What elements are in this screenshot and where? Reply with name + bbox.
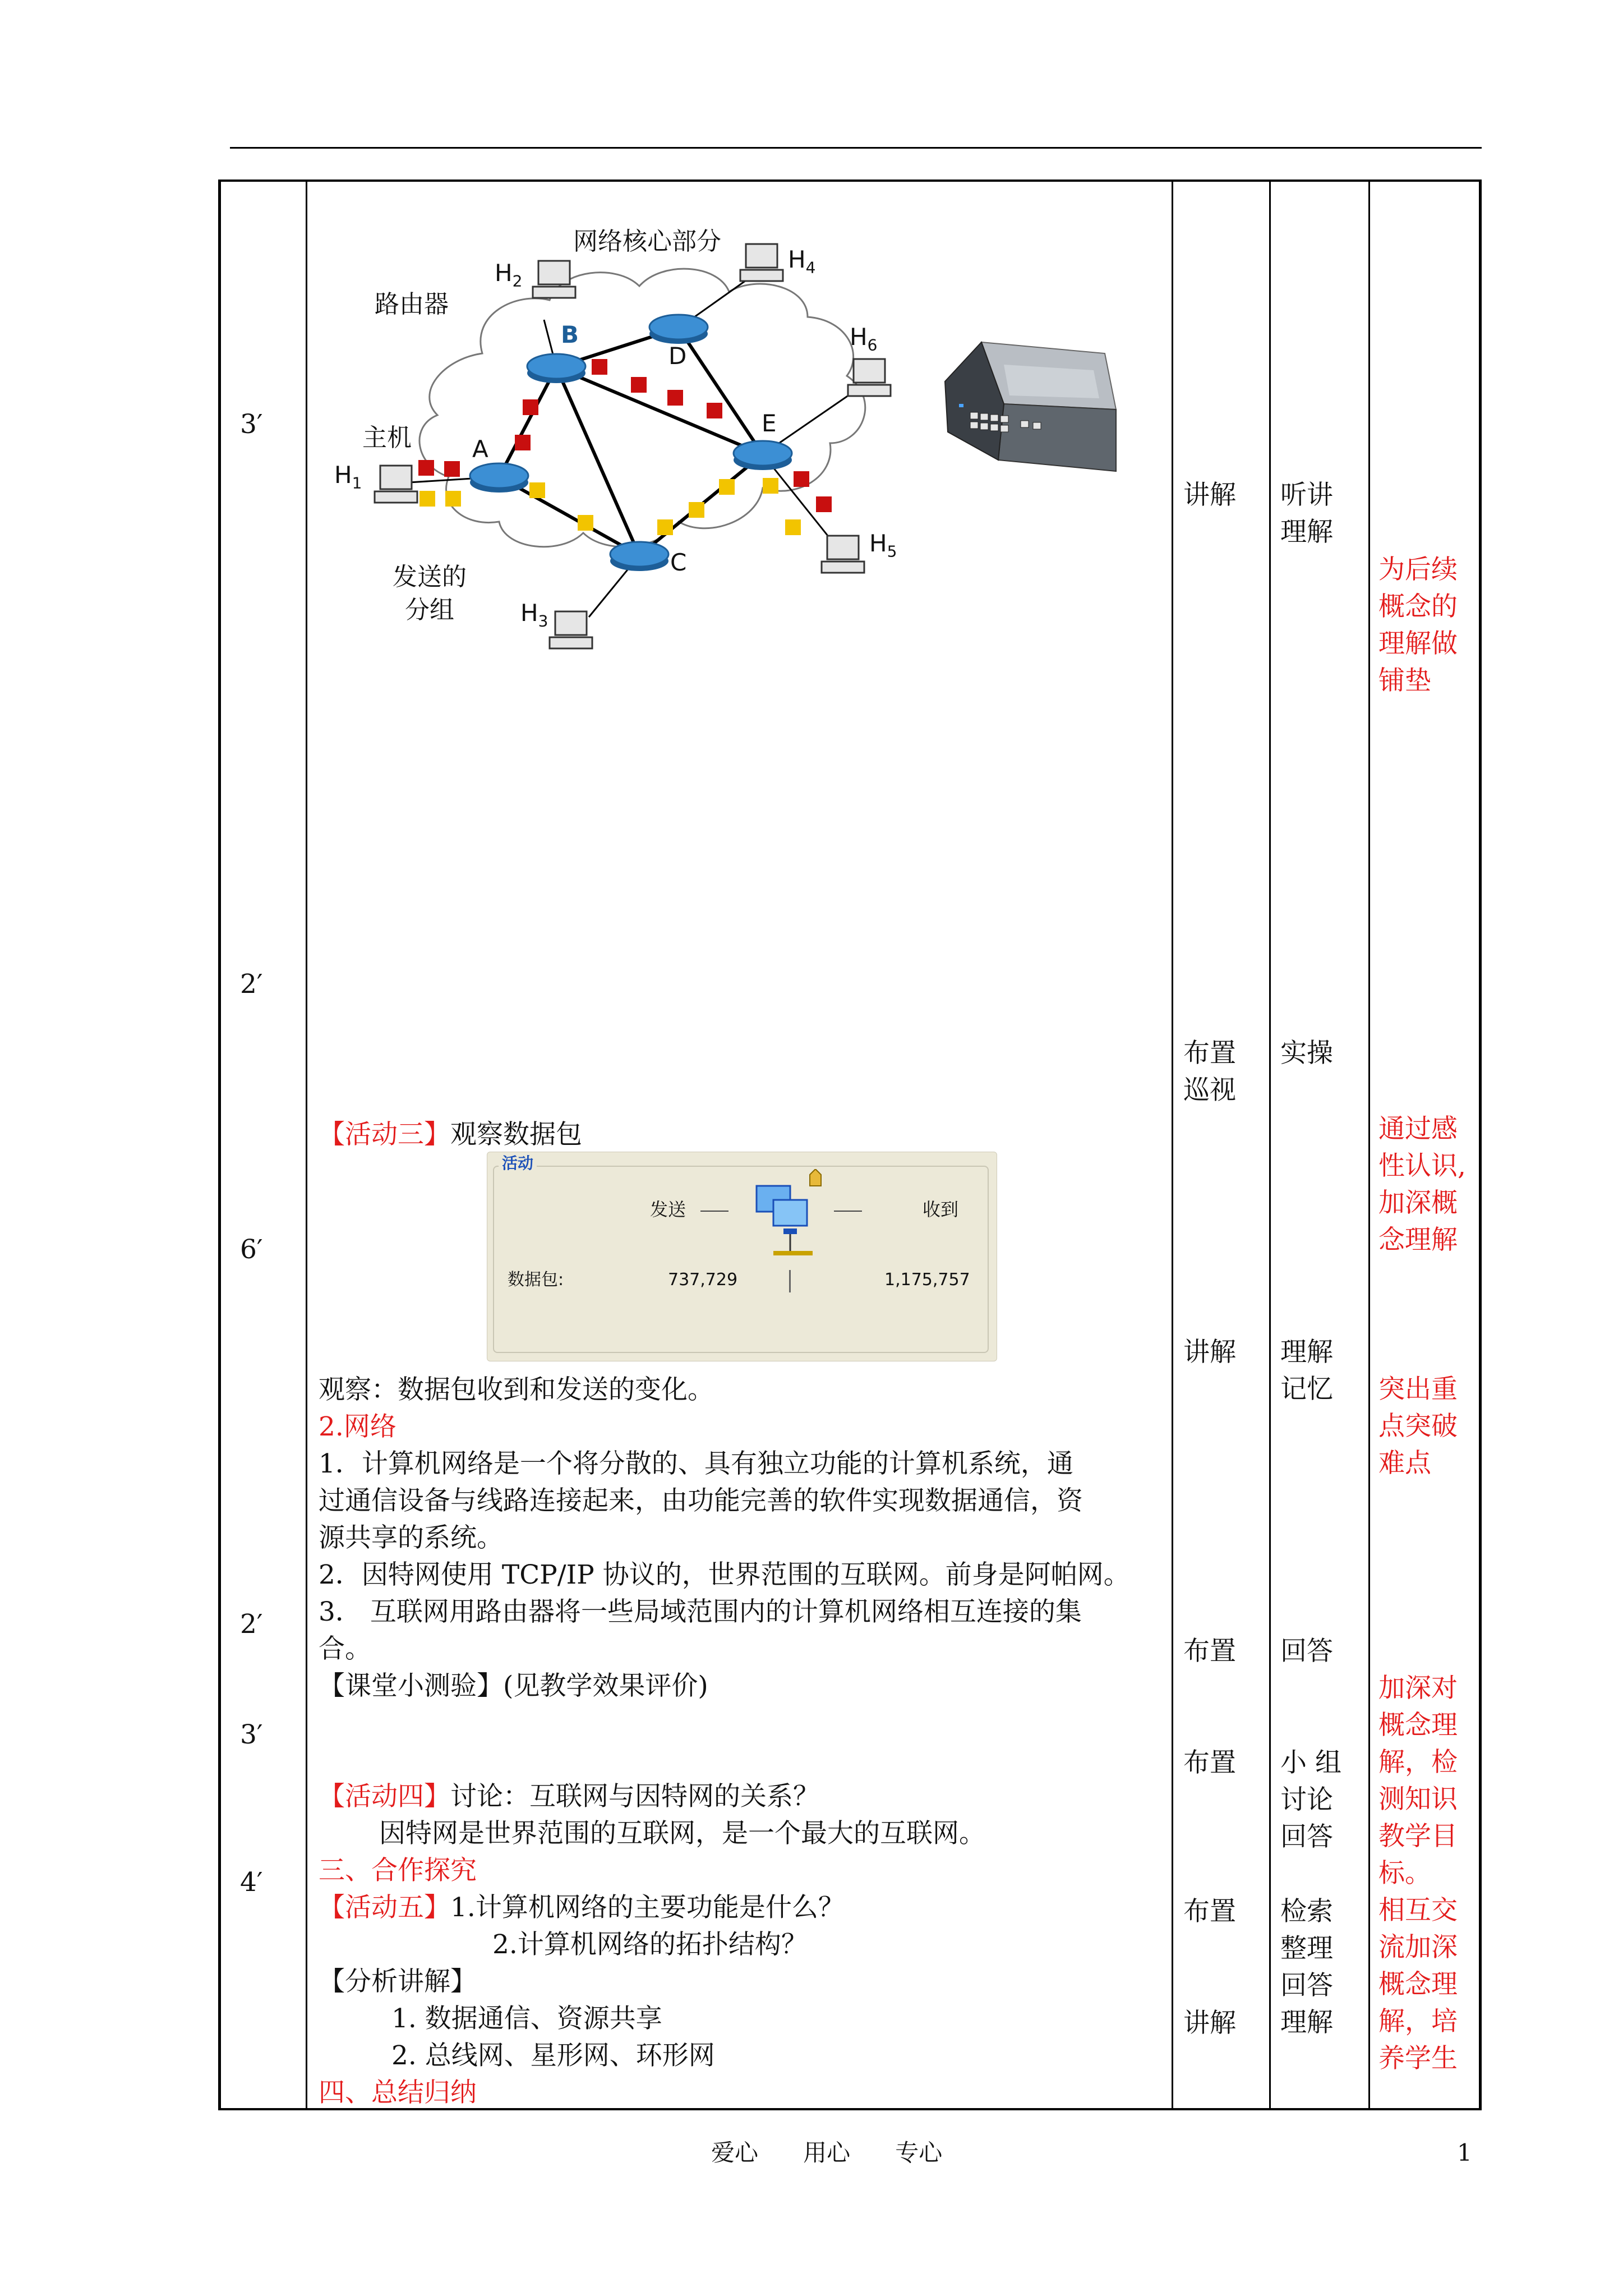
student-activity: 检索 bbox=[1280, 1896, 1333, 1927]
design-intent: 测知识 bbox=[1378, 1784, 1458, 1815]
section4-heading: 四、总结归纳 bbox=[319, 2077, 477, 2108]
design-intent: 通过感 bbox=[1378, 1114, 1458, 1144]
student-activity: 理解 bbox=[1280, 517, 1333, 547]
design-intent: 概念理 bbox=[1378, 1969, 1458, 2000]
time-mark: 2′ bbox=[240, 1609, 263, 1640]
teacher-activity: 讲解 bbox=[1183, 480, 1236, 510]
received-label: 收到 bbox=[923, 1199, 959, 1220]
analysis-heading: 【分析讲解】 bbox=[319, 1966, 477, 1997]
design-intent: 难点 bbox=[1378, 1448, 1431, 1479]
table-top-border bbox=[218, 180, 1482, 182]
router-label-a: A bbox=[472, 435, 488, 463]
packets-label: 数据包: bbox=[508, 1270, 564, 1290]
teacher-activity: 讲解 bbox=[1183, 2008, 1236, 2039]
para1-line2: 过通信设备与线路连接起来，由功能完善的软件实现数据通信，资 bbox=[319, 1485, 1083, 1516]
para3-line1: 3． 互联网用路由器将一些局域范围内的计算机网络相互连接的集 bbox=[319, 1596, 1082, 1627]
observe-text: 观察：数据包收到和发送的变化。 bbox=[319, 1374, 714, 1405]
design-intent: 为后续 bbox=[1378, 554, 1458, 585]
activity-panel bbox=[487, 1152, 997, 1361]
teacher-activity: 布置 bbox=[1183, 1896, 1236, 1927]
host-label: 主机 bbox=[362, 424, 412, 452]
teacher-activity: 讲解 bbox=[1183, 1337, 1236, 1368]
para1-line3: 源共享的系统。 bbox=[319, 1522, 503, 1553]
activity-group-label: 活动 bbox=[499, 1152, 537, 1175]
router-label-c: C bbox=[670, 549, 687, 576]
table-right-border bbox=[1479, 180, 1482, 2110]
activity3-tag: 【活动三】 bbox=[319, 1119, 450, 1150]
teacher-activity: 巡视 bbox=[1183, 1075, 1236, 1106]
packet-label-line2: 分组 bbox=[405, 596, 454, 624]
footer-text: 爱心 用心 专心 bbox=[711, 2139, 943, 2166]
sent-value: 737,729 bbox=[668, 1270, 738, 1290]
student-activity: 整理 bbox=[1280, 1933, 1333, 1964]
design-intent: 性认识, bbox=[1378, 1151, 1466, 1181]
design-intent: 突出重 bbox=[1378, 1374, 1458, 1405]
time-mark: 2′ bbox=[240, 969, 263, 1000]
activity5-q2: 2.计算机网络的拓扑结构？ bbox=[492, 1929, 808, 1960]
analysis-item-1: 1. 数据通信、资源共享 bbox=[391, 2003, 662, 2034]
table-left-border bbox=[218, 180, 221, 2110]
section3-heading: 三、合作探究 bbox=[319, 1855, 477, 1886]
student-activity: 实操 bbox=[1280, 1038, 1333, 1069]
activity5-line bbox=[319, 1889, 845, 1926]
para2: 2．因特网使用 TCP/IP 协议的，世界范围的互联网。前身是阿帕网。 bbox=[319, 1559, 1130, 1590]
network-activity-icon bbox=[751, 1169, 829, 1259]
student-activity: 回答 bbox=[1280, 1636, 1333, 1667]
col-divider-2 bbox=[1172, 180, 1173, 2110]
router-label: 路由器 bbox=[375, 290, 449, 319]
design-intent: 相互交 bbox=[1378, 1895, 1458, 1926]
packet-label-line1: 发送的 bbox=[393, 563, 467, 591]
core-label: 网络核心部分 bbox=[573, 227, 721, 256]
teacher-activity: 布置 bbox=[1183, 1038, 1236, 1069]
header-rule bbox=[230, 147, 1482, 149]
para3-line2: 合。 bbox=[319, 1634, 371, 1664]
router-label-b: B bbox=[561, 321, 579, 348]
activity4-answer: 因特网是世界范围的互联网，是一个最大的互联网。 bbox=[379, 1818, 985, 1849]
design-intent: 概念理 bbox=[1378, 1710, 1458, 1741]
design-intent: 标。 bbox=[1378, 1858, 1431, 1889]
activity5-tag: 【活动五】 bbox=[319, 1892, 450, 1923]
activity4-text: 讨论：互联网与因特网的关系？ bbox=[450, 1781, 819, 1812]
time-mark: 3′ bbox=[240, 1719, 263, 1750]
activity3-heading bbox=[319, 1116, 582, 1153]
design-intent: 点突破 bbox=[1378, 1411, 1458, 1442]
student-activity: 讨论 bbox=[1280, 1784, 1333, 1815]
col-divider-3 bbox=[1269, 180, 1271, 2110]
host-label-h6: $H_6$ bbox=[850, 323, 878, 355]
student-activity: 记忆 bbox=[1280, 1374, 1333, 1405]
design-intent: 念理解 bbox=[1378, 1225, 1458, 1255]
router-label-d: D bbox=[668, 342, 687, 370]
activity3-title: 观察数据包 bbox=[450, 1119, 582, 1150]
col-divider-1 bbox=[306, 180, 307, 2110]
design-intent: 解，检 bbox=[1378, 1747, 1458, 1778]
analysis-item-2: 2. 总线网、星形网、环形网 bbox=[391, 2040, 715, 2071]
student-activity: 回答 bbox=[1280, 1821, 1333, 1852]
teacher-activity: 布置 bbox=[1183, 1636, 1236, 1667]
student-activity: 小 组 bbox=[1280, 1747, 1341, 1778]
time-mark: 4′ bbox=[240, 1867, 263, 1898]
activity4-tag: 【活动四】 bbox=[319, 1781, 450, 1812]
para1-line1: 1．计算机网络是一个将分散的、具有独立功能的计算机系统，通 bbox=[319, 1448, 1073, 1479]
student-activity: 听讲 bbox=[1280, 480, 1333, 510]
design-intent: 教学目 bbox=[1378, 1821, 1458, 1852]
design-intent: 解，培 bbox=[1378, 2006, 1458, 2037]
router-device-image bbox=[937, 320, 1133, 488]
time-mark: 6′ bbox=[240, 1234, 263, 1265]
design-intent: 概念的 bbox=[1378, 591, 1458, 622]
design-intent: 养学生 bbox=[1378, 2043, 1458, 2074]
design-intent: 铺垫 bbox=[1378, 665, 1431, 696]
section2-heading: 2.网络 bbox=[319, 1411, 396, 1442]
design-intent: 加深概 bbox=[1378, 1188, 1458, 1218]
time-mark: 3′ bbox=[240, 409, 263, 440]
teacher-activity: 布置 bbox=[1183, 1747, 1236, 1778]
col-divider-4 bbox=[1368, 180, 1370, 2110]
design-intent: 流加深 bbox=[1378, 1932, 1458, 1963]
quiz-line: 【课堂小测验】(见教学效果评价) bbox=[319, 1671, 708, 1701]
student-activity: 理解 bbox=[1280, 2007, 1333, 2038]
activity5-q1: 1.计算机网络的主要功能是什么？ bbox=[450, 1892, 845, 1923]
design-intent: 加深对 bbox=[1378, 1673, 1458, 1704]
host-label-h1: $H_1$ bbox=[334, 461, 362, 493]
student-activity: 理解 bbox=[1280, 1337, 1333, 1368]
host-label-h5: $H_5$ bbox=[869, 530, 897, 561]
student-activity: 回答 bbox=[1280, 1970, 1333, 2001]
design-intent: 理解做 bbox=[1378, 628, 1458, 659]
network-core-cloud bbox=[419, 269, 865, 547]
received-value: 1,175,757 bbox=[884, 1270, 970, 1290]
activity4-line bbox=[319, 1778, 819, 1815]
host-label-h3: $H_3$ bbox=[520, 599, 548, 631]
host-label-h2: $H_2$ bbox=[495, 259, 523, 291]
sent-label: 发送 bbox=[650, 1199, 686, 1220]
router-label-e: E bbox=[762, 409, 777, 437]
host-label-h4: $H_4$ bbox=[788, 246, 816, 277]
page-number: 1 bbox=[1457, 2139, 1472, 2166]
